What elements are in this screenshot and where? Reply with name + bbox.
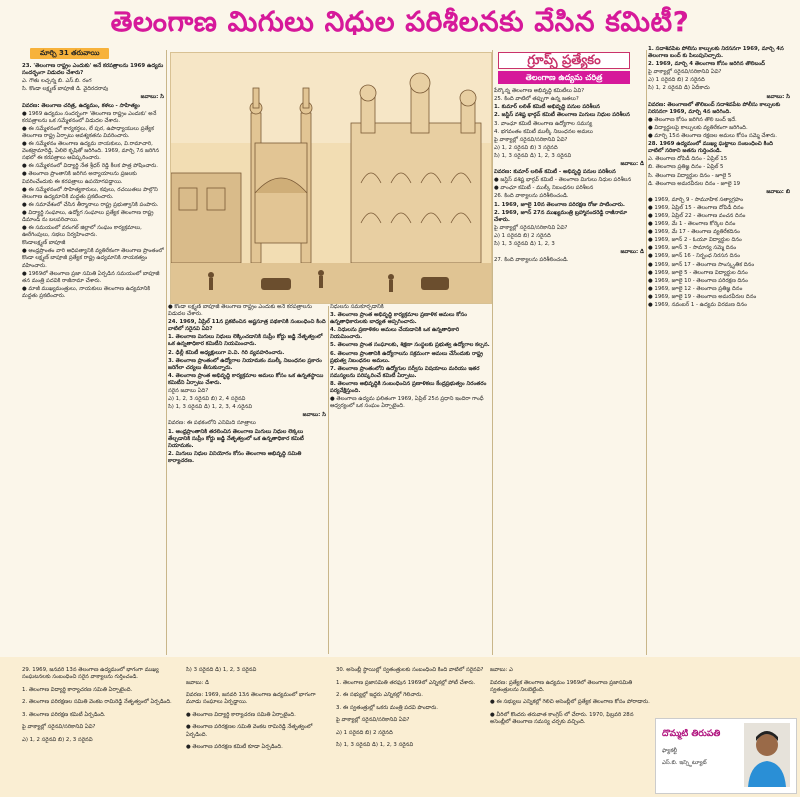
text-paragraph: 26. కింది వాక్యాలను పరిశీలించండి. (494, 193, 569, 200)
text-paragraph: సి) 3 సరైనది డి) 1, 2, 3 సరైనవి (186, 667, 257, 674)
text-paragraph: 4. భగవంతం కమిటీ ముల్కీ నిబంధనల అమలు (494, 128, 593, 135)
text-paragraph: 25. కింది వాటిలో తప్పుగా ఉన్న జతలు? (494, 96, 579, 103)
bottom-column-3 (336, 662, 486, 792)
r2-blocks (648, 46, 790, 309)
text-paragraph: 4. తెలంగాణ ప్రాంత అభివృద్ధి కార్యక్రమాల అమలు కోసం ఒక ఉన్నతస్థాయి కమిటీని ఏర్పాటు చేశారు. (168, 372, 324, 386)
text-paragraph: 3. వాంఛూ కమిటీ తెలంగాణ ఉద్యోగాల సమస్య (494, 120, 593, 127)
text-paragraph: ఎ) 1, 2 సరైనవి బి) 3 సరైనది (494, 144, 558, 151)
right-column (648, 46, 790, 666)
right-center-column (494, 46, 644, 654)
text-paragraph: 2. ఈ సభ్యుల్లో ఇద్దరు ఎన్నికల్లో గెలిచారు. (336, 692, 423, 699)
text-paragraph: 23. 'తెలంగాణ రాష్ట్రం ఎందుకు' అనే కరపత్రాలను 1969 ఉద్యమ సందర్భంగా విడుదల చేశారు? (22, 63, 164, 77)
text-paragraph: 1. కుమార్ లలిత్ కమిటీ అభివృద్ధి పనుల పరిశీలన (494, 104, 600, 111)
text-paragraph: వివరణ: తెలంగాణ చరిత్ర, ఉద్యమం, కళలు - సాహిత్యం (22, 102, 140, 109)
text-paragraph: 2. 1969, జూన్ 27న ముఖ్యమంత్రి బ్రహ్మానందరెడ్డి రాజీనామా చేశారు. (494, 209, 628, 223)
text-paragraph: కొండాలక్ష్మణ్ బాపూజీ (22, 240, 66, 247)
text-paragraph: ● 1969, జూలై 19 - తెలంగాణ అమరవీరుల దినం (648, 293, 757, 300)
text-paragraph: ● 1969లో తెలంగాణ ప్రజా సమితి ఏర్పడిన సమయంలో బాపూజీ తన మంత్రి పదవికి రాజీనామా చేశారు. (22, 270, 160, 284)
text-paragraph: ● 1969, జూలై 10 - తెలంగాణ పరిరక్షణ దినం (648, 277, 748, 284)
text-paragraph: ● 1969 ఉద్యమం సందర్భంగా 'తెలంగాణ రాష్ట్రం ఎందుకు' అనే కరపత్రాలను ఒక సమ్మేళనంలో విడుదల చేశారు. (22, 110, 157, 124)
text-paragraph: ● ఈ సమ్మేళనంలో విద్యార్థి నేత శ్రీధర్ రెడ్డి కీలక పాత్ర పోషించారు. (22, 163, 158, 170)
text-paragraph: ● 1969, మే 17 - తెలంగాణ వ్యతిరేకదినం (648, 229, 740, 236)
text-paragraph: జవాబు: బి (766, 188, 790, 195)
text-paragraph: ఎ) 1 సరైనది బి) 2 సరైనది (336, 729, 393, 736)
text-paragraph: ● 1969, జూలై 12 - తెలంగాణ ప్రతిజ్ఞ దినం (648, 285, 743, 292)
text-paragraph: ● 1969, జూన్ 2 - ఓయూ విద్యార్థుల దినం (648, 237, 742, 244)
text-paragraph: ● 1969, నవంబర్ 1 - ఉద్యమ విరమణ దినం (648, 302, 747, 308)
text-paragraph: జవాబు: సి (766, 93, 790, 100)
text-paragraph: వివరణ: కుమార్ లలిత్ కమిటీ - అభివృద్ధి పనుల పరిశీలన (494, 169, 616, 176)
text-paragraph: 8. తెలంగాణ అభివృద్ధికి సంబంధించిన ప్రణాళికలు కేంద్రప్రభుత్వం నిరంతరం పర్యవేక్షిస్తుంది. (330, 380, 487, 395)
middle-column-1 (168, 304, 326, 654)
text-paragraph: సి) 1, 3 సరైనవి డి) 1, 2, 3 (494, 240, 555, 247)
text-paragraph: జవాబు: ఎ (490, 667, 513, 674)
text-paragraph: ● వీరిలో కొందరు తరువాత కాంగ్రెస్ లో చేరారు. 1970, ఫిబ్రవరి 28న అసెంబ్లీలో తెలంగాణ సమస్య చర్చకు వచ్చింది. (490, 711, 634, 726)
text-paragraph: ఎ. తెలంగాణ దోపిడీ దినం - ఏప్రిల్ 15 (648, 156, 728, 163)
column-divider (646, 50, 647, 655)
text-paragraph: ● విద్యార్థి సంఘాలు, ఉద్యోగ సంఘాలు ప్రత్యేక తెలంగాణ రాష్ట్ర డిమాండ్ ను బలపరిచాయి. (22, 209, 154, 223)
text-paragraph: సరైన జవాబు ఏది? (168, 388, 209, 395)
text-paragraph: వివరణ: తెలంగాణలో తొలిబంద్ సదాశివపేట పోలీసు కాల్పులకు నిరసనగా 1969, మార్చి 4న జరిగింది. (648, 101, 781, 115)
text-paragraph: ● తెలంగాణ విద్యార్థి కార్యాచరణ సమితి ఏర్పాటైంది. (186, 711, 296, 718)
text-paragraph: సి) 1, 3 సరైనవి డి) 1, 2, 3 సరైనవి (494, 152, 572, 159)
text-paragraph: ఎ) 1, 2, 3 సరైనవి బి) 2, 4 సరైనవి (168, 396, 246, 403)
text-paragraph: పై వాక్యాల్లో సరైనవి/సరికానివి ఏవి? (336, 717, 410, 724)
text-paragraph: ● ఈ సమ్మేళనంలో సాహిత్యకారులు, కవులు, రచయితలు పాల్గొని తెలంగాణ ఉద్యమానికి మద్దతు ప్రకటించారు. (22, 186, 158, 200)
text-paragraph: ● 1969, జూన్ 3 - సామాన్య సమ్మె దినం (648, 245, 737, 252)
text-paragraph: 2. జస్టిస్ వశిష్ట భార్గవ్ కమిటీ తెలంగాణ మిగులు నిధుల పరిశీలన (494, 112, 630, 119)
text-paragraph: 3. తెలంగాణ పరిరక్షణ కమిటీ ఏర్పడింది. (22, 711, 106, 718)
text-paragraph: పై వాక్యాల్లో సరైనవి/సరికానివి ఏవి? (494, 224, 568, 231)
text-paragraph: జవాబు: సి (140, 94, 164, 101)
mid2-blocks (330, 304, 490, 410)
charminar-sketch-icon (171, 53, 491, 303)
text-paragraph: బి. తెలంగాణ ప్రతిజ్ఞ దినం - ఏప్రిల్ 5 (648, 164, 724, 171)
text-paragraph: ఎ) 1, 2 సరైనవి బి) 2, 3 సరైనవి (22, 736, 93, 743)
text-paragraph: ● వాంఛూ కమిటీ - ముల్కీ నిబంధనల పరిశీలన (494, 185, 594, 192)
text-paragraph: సి) 1, 3 సరైనవి డి) 1, 2, 3 సరైనవి (336, 742, 414, 749)
text-paragraph: ● మాజీ ముఖ్యమంత్రులు, నాయకులు తెలంగాణ ఉద్యమానికి మద్దతు ప్రకటించారు. (22, 285, 151, 299)
column-divider (328, 306, 329, 654)
text-paragraph: ● 1969, జూలై 5 - తెలంగాణ విద్యార్థుల దినం (648, 269, 748, 276)
text-paragraph: 1. తెలంగాణ మిగులు నిధులు లెక్కించడానికి సుప్రీం కోర్టు జడ్జి నేతృత్వంలో ఒక ఉన్నతాధికార కమిటీని నియమించారు. (168, 334, 323, 348)
text-paragraph: 5. తెలంగాణ ప్రాంత సంఘాలకు, శిక్షణా సంస్థలకు ప్రభుత్వ ఉద్యోగాల కల్పన. (330, 342, 490, 349)
bottom-column-4 (490, 662, 650, 792)
text-paragraph: 27. కింది వాక్యాలను పరిశీలించండి. (494, 257, 569, 264)
text-paragraph: 30. అసెంబ్లీ స్థాయిల్లో స్వతంత్రులకు సంబంధించి కింది వాటిలో సరైనవి? (336, 667, 484, 674)
text-paragraph: ● తెలంగాణ పరిరక్షణ కమిటీ కూడా ఏర్పడింది. (186, 744, 283, 750)
text-paragraph: డి. తెలంగాణ అమరవీరుల దినం - జూలై 19 (648, 180, 741, 187)
text-paragraph: పై వాక్యాల్లో సరైనవి/సరికానివి ఏవి? (494, 136, 568, 143)
r1-blocks (494, 88, 644, 264)
text-paragraph: సి. తెలంగాణ విద్యార్థుల దినం - జూలై 5 (648, 172, 732, 179)
text-paragraph: 1. ఆంధ్రప్రాంతానికి తరలించిన తెలంగాణ మిగులు నిధుల లెక్కలు తేల్చడానికి సుప్రీం కోర్టు జడ్జి నేతృత్వంలో ఒక ఉన్నతాధికార కమిటీ నియామకం. (168, 428, 304, 449)
person-photo-icon (744, 723, 790, 787)
author-affiliation: ఎస్.బి. ఇన్స్టిట్యూట్ (662, 760, 707, 766)
middle-column-2 (330, 304, 490, 654)
text-paragraph: ఎ) 1 సరైనది బి) 2 సరైనది (648, 77, 705, 84)
text-paragraph: ● జస్టిస్ వశిష్ట భార్గవ్ కమిటీ - తెలంగాణ మిగులు నిధుల పరిశీలన (494, 177, 632, 184)
text-paragraph: పేర్కొన్న తెలంగాణ అభివృద్ధి కమిటీలు ఏవి? (494, 88, 585, 95)
text-paragraph: ● తెలంగాణ ప్రాంతానికి జరిగిన అన్యాయాలను ప్రజలకు వివరించేందుకు ఈ కరపత్రాలు ఉపయోగపడ్డాయి. (22, 171, 137, 185)
text-paragraph: జవాబు: డి (620, 161, 644, 168)
text-paragraph: సి. కొండా లక్ష్మణ్ బాపూజీ డి. వైదిరదరావు (22, 86, 109, 93)
left-blocks (22, 63, 164, 300)
text-paragraph: 2. తెలంగాణ పరిరక్షణల సమితి వెంకట రామిరెడ్డి నేతృత్వంలో ఏర్పడింది. (22, 699, 172, 706)
author-name: దొమ్మటి తిరుపతి (662, 729, 721, 739)
text-paragraph: వివరణ: ప్రత్యేక తెలంగాణ ఉద్యమం 1969లో తెలంగాణ ప్రజాసమితి స్వతంత్రులను నిలబెట్టింది. (490, 679, 633, 693)
text-paragraph: ● మార్చి 15న తెలంగాణ రక్షణల అమలు కోసం సమ్మె చేశారు. (648, 133, 777, 140)
text-paragraph: వివరణ: 1969, జనవరి 13న తెలంగాణ ఉద్యమంలో భాగంగా మూడు సంఘాలు ఏర్పడ్డాయి. (186, 692, 316, 706)
author-role: ఫ్యాకల్టీ (662, 748, 678, 754)
text-paragraph: 7. తెలంగాణ ప్రాంతంలోని ఉద్యోగుల సర్వీసు విషయాలు మరియు ఇతర సమస్యలను పరిష్కరించే కమిటీ ఏర్పాటు. (330, 365, 480, 379)
text-paragraph: 29. 1969, జనవరి 13న తెలంగాణ ఉద్యమంలో భాగంగా ముఖ్య సంఘటనలకు సంబంధించి సరైన వాక్యాలను గుర్తించండి. (22, 667, 159, 681)
text-paragraph: 1. తెలంగాణ ప్రజాసమితి తరఫున 1969లో ఎన్నికల్లో పోటీ చేశారు. (336, 679, 476, 686)
text-paragraph: ● ఈ సమయంలో వరంగల్ జిల్లాలో సంఘం కార్యక్రమాలు, ఊరేగింపులు, సభలు నిర్వహించారు. (22, 225, 142, 239)
text-paragraph: సి) 1, 3 సరైనవి డి) 1, 2, 3, 4 సరైనవి (168, 404, 253, 411)
text-paragraph: 1. 1969, జూలై 10న తెలంగాణ పరిరక్షణ రోజు పాటించారు. (494, 201, 625, 208)
text-paragraph: జవాబు: డి (186, 679, 210, 686)
text-paragraph: జవాబు: సి (302, 412, 326, 419)
text-paragraph: నిధులను సమకూర్చడానికి (330, 304, 384, 310)
column-divider (166, 50, 167, 655)
text-paragraph: 1. సదాశివపేట పోలీసు కాల్పులకు నిరసనగా 1969, మార్చి 4న తెలంగాణ బంద్ కు పిలుపునిచ్చారు. (648, 46, 784, 60)
text-paragraph: ● 1969, మే 1 - తెలంగాణ కోర్కెల దినం (648, 221, 736, 228)
text-paragraph: ఎ. గౌతు లచ్చన్న బి. ఎస్.బి. రంగ (22, 78, 92, 85)
text-paragraph: 2. మిగులు నిధుల వినియోగం కోసం తెలంగాణ అభివృద్ధి సమితి కార్యాచరణ. (168, 450, 302, 464)
text-paragraph: వివరణ: ఈ పథకంలోని ఎనిమిది సూత్రాలు (168, 420, 256, 427)
text-paragraph: ● విద్యార్థులపై కాల్పులకు వ్యతిరేకంగా జరిగింది. (648, 124, 748, 131)
text-paragraph: 3. తెలంగాణ ప్రాంత అభివృద్ధి కార్యక్రమాల ప్రణాళిక అమలు కోసం ఉన్నతాధికారులకు బాధ్యత అప్పగించారు. (330, 312, 467, 326)
text-paragraph: ● ఈ సభ్యులు ఎన్నికల్లో గెలిచి అసెంబ్లీలో ప్రత్యేక తెలంగాణ కోసం పోరాడారు. (490, 699, 650, 706)
text-paragraph: ● ఈ సమావేశంలో చేసిన తీర్మానాలు రాష్ట్ర ప్రభుత్వానికి పంపారు. (22, 201, 159, 208)
text-paragraph: 3. ఈ స్వతంత్రుల్లో ఒకరు మంత్రి పదవి పొందారు. (336, 704, 438, 711)
text-paragraph: ఎ) 1 సరైనది బి) 2 సరైనది (494, 232, 551, 239)
text-paragraph: పై వాక్యాల్లో సరైనవి/సరికానివి ఏవి? (22, 724, 96, 731)
column-divider (492, 50, 493, 655)
text-paragraph: 24. 1969, ఏప్రిల్ 11న ప్రకటించిన అష్టసూత్ర పథకానికి సంబంధించి కింది వాటిలో సరైనవి ఏవి? (168, 319, 326, 333)
avatar (744, 723, 790, 787)
text-paragraph: ● తెలంగాణ కోసం జరిగిన తొలి బంద్ ఇదే. (648, 116, 737, 123)
text-paragraph: 2. 1969, మార్చి 4 తెలంగాణ కోసం జరిగిన తొలిబంద్ (648, 61, 765, 68)
text-paragraph: ● 1969, ఏప్రిల్ 22 - తెలంగాణ వంచన దినం (648, 212, 746, 219)
continuation-tag: మార్చి 31 తరువాయి (30, 48, 109, 59)
text-paragraph: ● తెలంగాణ ఉద్యమ ఫలితంగా 1969, ఏప్రిల్ 25న ప్రధాని ఇందిరా గాంధీ ఆధ్వర్యంలో ఒక సంఘం ఏర్పాటైంది. (330, 396, 484, 410)
groups-special-tag: గ్రూప్స్ ప్రత్యేకం (498, 52, 630, 69)
headline: తెలంగాణ మిగులు నిధుల పరిశీలనకు వేసిన కమిటీ? (110, 5, 690, 38)
text-paragraph: 2. ఢిల్లీ కమిటీ అధ్యక్షులుగా వి.వి. గిరి వ్యవహరించారు. (168, 349, 285, 356)
text-paragraph: 4. నిధులను ప్రణాళికల అమలు చేయడానికి ఒక ఉన్నతాధికారి నియమించారు. (330, 327, 460, 341)
text-paragraph: 28. 1969 ఉద్యమంలో ముఖ్య ఘట్టాలు సంబంధించి కింది వాటిలో సరికాని జతను గుర్తించండి. (648, 141, 773, 155)
text-paragraph: ● 1969, జూన్ 16 - నిర్బంధ నిరసన దినం (648, 253, 740, 260)
text-paragraph: 6. తెలంగాణ ప్రాంతానికి ఉద్యోగాలను సక్రమంగా అమలు చేసేందుకు రాష్ట్ర ప్రభుత్వ నిబంధనల అమలు. (330, 350, 483, 364)
left-column (22, 46, 164, 554)
text-paragraph: 3. తెలంగాణ ప్రాంతంలో ఉద్యోగాల నియామకం ముల్కీ నిబంధనల ప్రకారం జరిగేలా చర్యలు తీసుకున్నారు. (168, 357, 322, 371)
bottom-column-2 (186, 662, 332, 792)
text-paragraph: ● 1969, మార్చి 9 - సామూహిక సత్యాగ్రహం (648, 196, 743, 203)
charminar-illustration (170, 52, 492, 304)
text-paragraph: సి) 1, 2 సరైనవి డి) ఏదీకాదు (648, 85, 710, 92)
text-paragraph: ● ఈ సమ్మేళనం తెలంగాణ ఉద్యమ నాయకులు, వి.రామాచారి, వెంకట్రామారెడ్డి, ఏలిలె కృషితో జరిగింది. 1969, మార్చి 7న జరిగిన సభలో ఈ కరపత్రాలు ఆవిష్కరించారు. (22, 141, 160, 162)
bottom-column-1 (22, 662, 182, 792)
text-paragraph: 1. తెలంగాణ విద్యార్థి కార్యాచరణ సమితి ఏర్పాటైంది. (22, 686, 133, 693)
section-subtitle: తెలంగాణ ఉద్యమ చరిత్ర (498, 71, 630, 84)
text-paragraph: ● ఆంధ్రప్రాంతం వారి ఆధిపత్యానికి వ్యతిరేకంగా తెలంగాణ ప్రాంతంలో కొండా లక్ష్మణ్ బాపూజీ ప్రత్యేక రాష్ట్ర ఉద్యమానికి నాయకత్వం వహించారు. (22, 248, 164, 269)
text-paragraph: ● తెలంగాణ పరిరక్షణల సమితి వెంకట రామిరెడ్డి నేతృత్వంలో ఏర్పడింది. (186, 724, 313, 738)
text-paragraph: ● 1969, జూన్ 17 - తెలంగాణ సాంస్కృతిక దినం (648, 261, 755, 268)
text-paragraph: ● ఈ సమ్మేళనంలో కార్యకర్తలు, లే పుర, ఉపాధ్యాయులు ప్రత్యేక తెలంగాణ రాష్ట్ర ఏర్పాటు ఆవశ్యకతను వివరించారు. (22, 125, 154, 139)
text-paragraph: పై వాక్యాల్లో సరైనవి/సరికానివి ఏవి? (648, 69, 722, 76)
text-paragraph: ● కొండా లక్ష్మణ్ బాపూజీ తెలంగాణ రాష్ట్రం ఎందుకు అనే కరపత్రాలను విడుదల చేశారు. (168, 304, 313, 318)
text-paragraph: జవాబు: డి (620, 249, 644, 256)
mid1-blocks (168, 304, 326, 465)
text-paragraph: ● 1969, ఏప్రిల్ 15 - తెలంగాణ దోపిడీ దినం (648, 204, 744, 211)
author-box (655, 718, 797, 794)
